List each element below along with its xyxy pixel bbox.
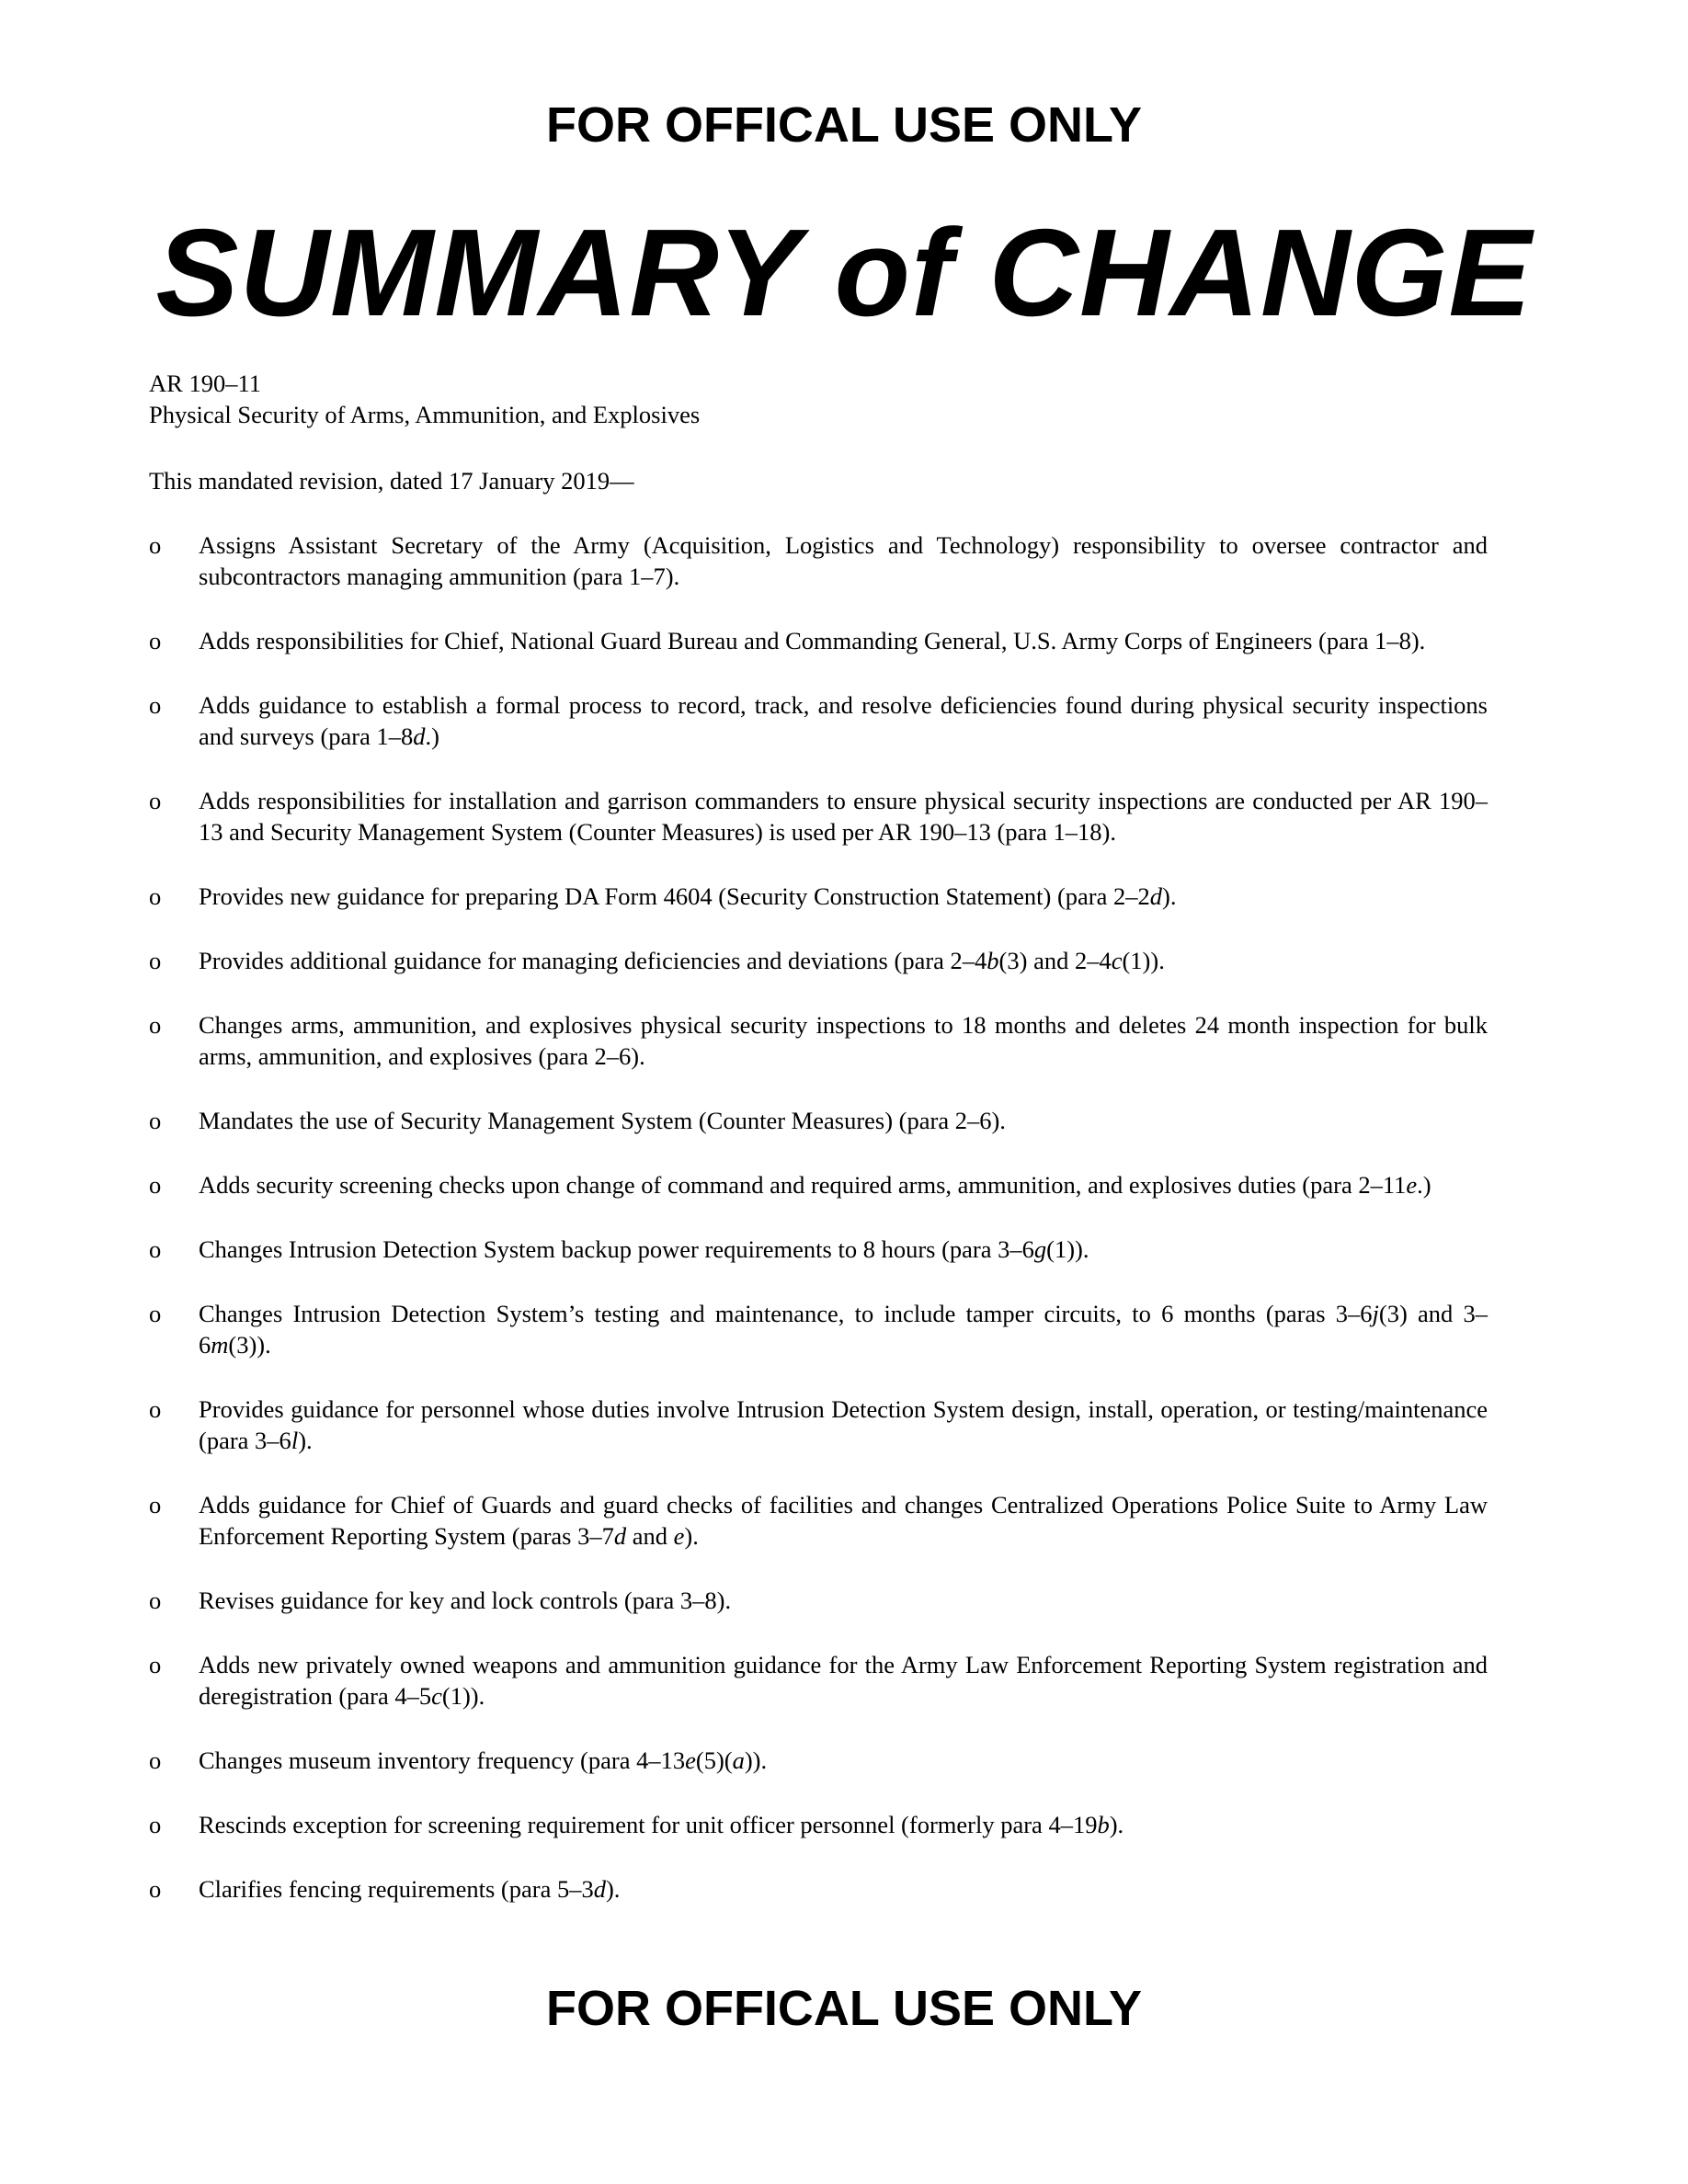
change-text-italic: d (593, 1875, 606, 1903)
bullet-marker: o (149, 531, 162, 559)
change-text-segment: Adds new privately owned weapons and ammunition guidance for the Army Law Enforcement Reporting System registration and deregistration (para 4–5 (199, 1651, 1488, 1710)
change-text-italic: e (673, 1522, 685, 1550)
change-text-segment: ). (605, 1875, 621, 1903)
change-text (199, 1585, 1488, 1616)
change-text-segment: (1)). (1122, 947, 1165, 974)
change-text-segment: Provides additional guidance for managing deficiencies and deviations (para 2–4 (199, 947, 987, 974)
change-text (199, 529, 1488, 592)
change-text (199, 1649, 1488, 1712)
bullet-marker: o (149, 882, 162, 910)
change-text (199, 1873, 1488, 1905)
publication-block (149, 368, 700, 430)
change-text-italic: m (211, 1331, 229, 1359)
change-text-segment: Rescinds exception for screening requirement for unit officer personnel (formerly para 4–19 (199, 1811, 1098, 1838)
change-text-segment: Changes Intrusion Detection System’s testing and maintenance, to include tamper circuits, to 6 months (paras 3–6 (199, 1300, 1373, 1327)
change-item (149, 1393, 1488, 1456)
bullet-marker: o (149, 947, 162, 974)
change-text-segment: ). (1162, 882, 1177, 910)
change-item (149, 1298, 1488, 1360)
change-item (149, 1009, 1488, 1072)
publication-name: Physical Security of Arms, Ammunition, and Explosives (149, 401, 701, 428)
change-text-segment: )). (744, 1746, 768, 1774)
change-text-segment: Adds security screening checks upon change of command and required arms, ammunition, and explosives duties (para 2–11 (199, 1171, 1407, 1199)
change-text-segment: (3)). (228, 1331, 271, 1359)
change-text (199, 1298, 1488, 1360)
change-item (149, 1489, 1488, 1552)
change-text-segment: Clarifies fencing requirements (para 5–3 (199, 1875, 594, 1903)
change-text (199, 881, 1488, 912)
publication-number: AR 190–11 (149, 370, 261, 397)
change-text-segment: Changes arms, ammunition, and explosives physical security inspections to 18 months and deletes 24 month inspection for bulk arms, ammunition, and explosives (para 2–6). (199, 1011, 1488, 1070)
change-text-segment: (3) and 2–4 (998, 947, 1112, 974)
change-text-segment: ). (298, 1427, 313, 1454)
change-text-italic: c (1111, 947, 1123, 974)
change-text (199, 1234, 1488, 1265)
change-text (199, 1489, 1488, 1552)
bullet-marker: o (149, 1171, 162, 1199)
change-text-segment: (1)). (441, 1682, 485, 1710)
change-item (149, 1105, 1488, 1136)
bullet-marker: o (149, 1107, 162, 1134)
change-text-segment: .) (1417, 1171, 1431, 1199)
change-text-segment: Provides new guidance for preparing DA Form 4604 (Security Construction Statement) (para 2–2 (199, 882, 1150, 910)
bullet-marker: o (149, 1875, 162, 1903)
bullet-marker: o (149, 1300, 162, 1327)
change-text-segment: (5)( (695, 1746, 733, 1774)
bullet-marker: o (149, 1811, 162, 1838)
change-text-italic: g (1033, 1235, 1047, 1263)
change-item (149, 1585, 1488, 1616)
change-text-segment: Adds guidance to establish a formal process to record, track, and resolve deficiencies found during physical security inspections and surveys (para 1–8 (199, 691, 1488, 750)
change-text (199, 1169, 1488, 1200)
change-text-italic: b (987, 947, 999, 974)
change-item (149, 785, 1488, 847)
change-item (149, 689, 1488, 752)
change-text (199, 689, 1488, 752)
change-text-segment: Revises guidance for key and lock controls (para 3–8). (199, 1587, 732, 1614)
revision-intro: This mandated revision, dated 17 January 2019— (149, 467, 634, 495)
change-text-italic: e (1406, 1171, 1418, 1199)
security-marking-bottom: FOR OFFICAL USE ONLY (545, 1981, 1143, 2036)
security-marking-top: FOR OFFICAL USE ONLY (545, 97, 1143, 153)
bullet-marker: o (149, 1491, 162, 1519)
change-item (149, 1649, 1488, 1712)
change-text-segment: Adds responsibilities for installation and garrison commanders to ensure physical security inspections are conducted per AR 190–13 and Security Management System (Counter Measures) is used per AR 190–13 (para 1–18). (199, 787, 1488, 846)
change-text-segment: (3) and 3–6 (199, 1300, 1488, 1359)
change-item (149, 881, 1488, 912)
change-item (149, 1745, 1488, 1776)
change-text (199, 785, 1488, 847)
change-item (149, 529, 1488, 592)
change-item (149, 1169, 1488, 1200)
change-text-italic: c (431, 1682, 442, 1710)
change-item (149, 945, 1488, 976)
change-text (199, 1393, 1488, 1456)
change-text (199, 1105, 1488, 1136)
change-item (149, 625, 1488, 656)
change-text-segment: and (626, 1522, 674, 1550)
change-text-italic: d (1149, 882, 1162, 910)
bullet-marker: o (149, 627, 162, 654)
change-list (149, 529, 1488, 1905)
change-text (199, 625, 1488, 656)
change-text-italic: e (685, 1746, 696, 1774)
bullet-marker: o (149, 1235, 162, 1263)
change-text-italic: d (413, 722, 426, 750)
change-text-segment: Adds guidance for Chief of Guards and guard checks of facilities and changes Centralized Operations Police Suite to Army Law Enforcement Reporting System (paras 3–7 (199, 1491, 1488, 1550)
change-text-segment: (1)). (1046, 1235, 1089, 1263)
change-text-italic: j (1372, 1300, 1379, 1327)
change-text-italic: b (1097, 1811, 1110, 1838)
change-text-italic: d (613, 1522, 627, 1550)
change-text-segment: Changes museum inventory frequency (para 4–13 (199, 1746, 686, 1774)
change-item (149, 1873, 1488, 1905)
change-text-segment: Mandates the use of Security Management System (Counter Measures) (para 2–6). (199, 1107, 1006, 1134)
change-item (149, 1234, 1488, 1265)
bullet-marker: o (149, 691, 162, 719)
change-text-italic: l (291, 1427, 299, 1454)
bullet-marker: o (149, 1587, 162, 1614)
change-text-segment: ). (684, 1522, 699, 1550)
change-text-segment: Changes Intrusion Detection System backup power requirements to 8 hours (para 3–6 (199, 1235, 1034, 1263)
bullet-marker: o (149, 1746, 162, 1774)
bullet-marker: o (149, 1395, 162, 1423)
change-text-segment: Provides guidance for personnel whose duties involve Intrusion Detection System design, install, operation, or testing/maintenance (para 3–6 (199, 1395, 1488, 1454)
change-text (199, 1009, 1488, 1072)
bullet-marker: o (149, 1011, 162, 1039)
change-text-segment: Adds responsibilities for Chief, National Guard Bureau and Commanding General, U.S. Army Corps of Engineers (para 1–8). (199, 627, 1426, 654)
bullet-marker: o (149, 787, 162, 814)
change-text (199, 945, 1488, 976)
change-item (149, 1809, 1488, 1840)
page-title: SUMMARY of CHANGE (155, 203, 1533, 342)
change-text-segment: .) (425, 722, 439, 750)
change-text-segment: ). (1109, 1811, 1124, 1838)
change-text (199, 1745, 1488, 1776)
bullet-marker: o (149, 1651, 162, 1678)
change-text-segment: Assigns Assistant Secretary of the Army (Acquisition, Logistics and Technology) responsibility to oversee contractor and subcontractors managing ammunition (para 1–7). (199, 531, 1488, 590)
change-text (199, 1809, 1488, 1840)
change-text-italic: a (732, 1746, 745, 1774)
